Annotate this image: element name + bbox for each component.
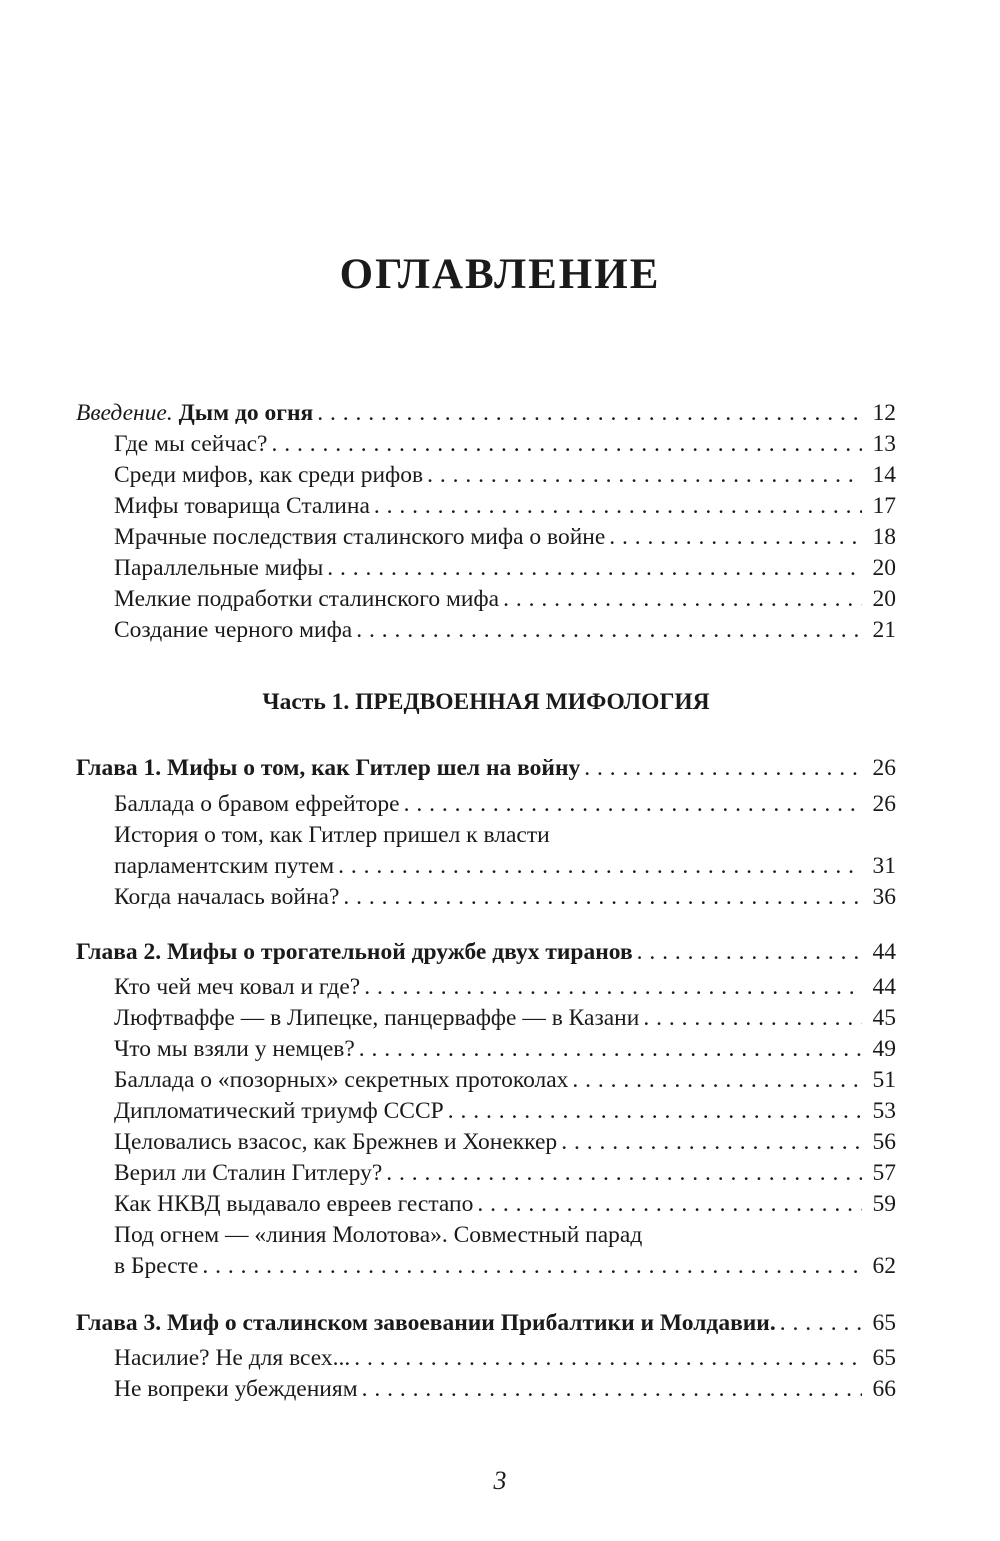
page-ref: 44 [872, 974, 896, 1000]
page-ref: 57 [872, 1160, 896, 1186]
toc-entry[interactable] [76, 882, 896, 913]
entry-title: Создание черного мифа [114, 617, 353, 643]
page-number: 3 [493, 1466, 507, 1495]
entry-title: Насилие? Не для всех... [114, 1345, 351, 1371]
page-ref: 14 [872, 462, 896, 488]
leader-dots [609, 522, 862, 553]
leader-dots [271, 429, 862, 460]
leader-dots [448, 1096, 862, 1127]
toc-entry[interactable] [76, 1034, 896, 1065]
page-ref: 20 [872, 586, 896, 612]
page-ref: 18 [872, 524, 896, 550]
leader-dots [338, 851, 862, 882]
leader-dots [427, 460, 862, 491]
table-of-contents [76, 398, 896, 1405]
leader-dots [643, 1003, 862, 1034]
chapter-title: Глава 3. Миф о сталинском завоевании Прибалтики и Молдавии. [76, 1310, 776, 1336]
leader-dots [359, 1034, 862, 1065]
chapter-title: Глава 1. Мифы о том, как Гитлер шел на войну [76, 755, 581, 781]
leader-dots [327, 553, 862, 584]
toc-entry[interactable] [76, 615, 896, 646]
page-ref: 65 [872, 1310, 896, 1336]
entry-title: Люфтваффе — в Липецке, панцерваффе — в Казани [114, 1005, 640, 1031]
page-ref: 36 [872, 884, 896, 910]
toc-entry[interactable] [76, 789, 896, 820]
page-ref: 56 [872, 1129, 896, 1155]
entry-title: Параллельные мифы [114, 555, 324, 581]
entry-title: Не вопреки убеждениям [114, 1376, 358, 1402]
toc-entry[interactable] [76, 522, 896, 553]
entry-title: Верил ли Сталин Гитлеру? [114, 1160, 383, 1186]
page-ref: 20 [872, 555, 896, 581]
toc-entry[interactable] [76, 460, 896, 491]
entry-title: Мрачные последствия сталинского мифа о войне [114, 524, 606, 550]
page-ref: 31 [872, 853, 896, 879]
page-ref: 53 [872, 1098, 896, 1124]
leader-dots [404, 789, 862, 820]
entry-title: История о том, как Гитлер пришел к власти [114, 822, 550, 848]
page-ref: 62 [872, 1253, 896, 1279]
entry-title: Под огнем — «линия Молотова». Совместный парад [114, 1222, 643, 1248]
leader-dots [584, 753, 862, 784]
toc-entry[interactable] [76, 1189, 896, 1220]
toc-entry[interactable] [76, 1003, 896, 1034]
page-ref: 59 [872, 1191, 896, 1217]
entry-title: Как НКВД выдавало евреев гестапо [114, 1191, 474, 1217]
page-ref: 51 [872, 1067, 896, 1093]
entry-title: Мелкие подработки сталинского мифа [114, 586, 500, 612]
toc-entry-intro[interactable] [76, 398, 896, 429]
entry-title: Где мы сейчас? [114, 431, 268, 457]
entry-title: Что мы взяли у немцев? [114, 1036, 355, 1062]
toc-entry[interactable] [76, 584, 896, 615]
toc-entry[interactable] [76, 1374, 896, 1405]
page-ref: 12 [872, 400, 896, 426]
page-ref: 17 [872, 493, 896, 519]
toc-entry-chapter-1[interactable] [76, 753, 896, 784]
entry-title: Дипломатический триумф СССР [114, 1098, 444, 1124]
toc-entry-line1[interactable] [76, 820, 896, 851]
entry-title: Баллада о «позорных» секретных протоколах [114, 1067, 569, 1093]
toc-entry[interactable] [76, 972, 896, 1003]
toc-entry[interactable] [76, 1343, 896, 1374]
leader-dots [477, 1189, 862, 1220]
leader-dots [202, 1251, 862, 1282]
leader-dots [561, 1127, 862, 1158]
leader-dots [354, 1343, 862, 1374]
toc-entry[interactable] [76, 1127, 896, 1158]
toc-entry[interactable] [76, 851, 896, 882]
page-ref: 26 [872, 791, 896, 817]
page-ref: 26 [872, 755, 896, 781]
entry-title: Среди мифов, как среди рифов [114, 462, 424, 488]
entry-title: Целовались взасос, как Брежнев и Хонеккер [114, 1129, 558, 1155]
entry-title: Мифы товарища Сталина [114, 493, 370, 519]
toc-entry[interactable] [76, 1065, 896, 1096]
page-title: ОГЛАВЛЕНИЕ [339, 251, 661, 298]
toc-entry[interactable] [76, 1096, 896, 1127]
page-ref: 13 [872, 431, 896, 457]
intro-prefix: Введение. [76, 400, 173, 426]
entry-title: Баллада о бравом ефрейторе [114, 791, 400, 817]
leader-dots [317, 398, 862, 429]
toc-entry[interactable] [76, 429, 896, 460]
leader-dots [637, 937, 862, 968]
toc-entry[interactable] [76, 491, 896, 522]
toc-entry[interactable] [76, 1251, 896, 1282]
toc-entry-chapter-3[interactable] [76, 1308, 896, 1339]
leader-dots [343, 882, 862, 913]
leader-dots [386, 1158, 862, 1189]
toc-entry[interactable] [76, 553, 896, 584]
toc-entry-line1[interactable] [76, 1220, 896, 1251]
leader-dots [780, 1308, 862, 1339]
intro-title: Дым до огня [178, 400, 314, 426]
entry-title: в Бресте [114, 1253, 199, 1279]
leader-dots [362, 1374, 862, 1405]
page-ref: 49 [872, 1036, 896, 1062]
toc-entry[interactable] [76, 1158, 896, 1189]
entry-title: Кто чей меч ковал и где? [114, 974, 361, 1000]
page-ref: 21 [872, 617, 896, 643]
leader-dots [503, 584, 862, 615]
leader-dots [572, 1065, 862, 1096]
page-ref: 66 [872, 1376, 896, 1402]
toc-entry-chapter-2[interactable] [76, 937, 896, 968]
leader-dots [374, 491, 862, 522]
page-ref: 45 [872, 1005, 896, 1031]
entry-title: парламентским путем [114, 853, 335, 879]
leader-dots [356, 615, 862, 646]
part-heading[interactable]: Часть 1. ПРЕДВОЕННАЯ МИФОЛОГИЯ [262, 689, 710, 715]
chapter-title: Глава 2. Мифы о трогательной дружбе двух тиранов [76, 939, 633, 965]
entry-title: Когда началась война? [114, 884, 340, 910]
page-ref: 65 [872, 1345, 896, 1371]
leader-dots [364, 972, 862, 1003]
page-ref: 44 [872, 939, 896, 965]
